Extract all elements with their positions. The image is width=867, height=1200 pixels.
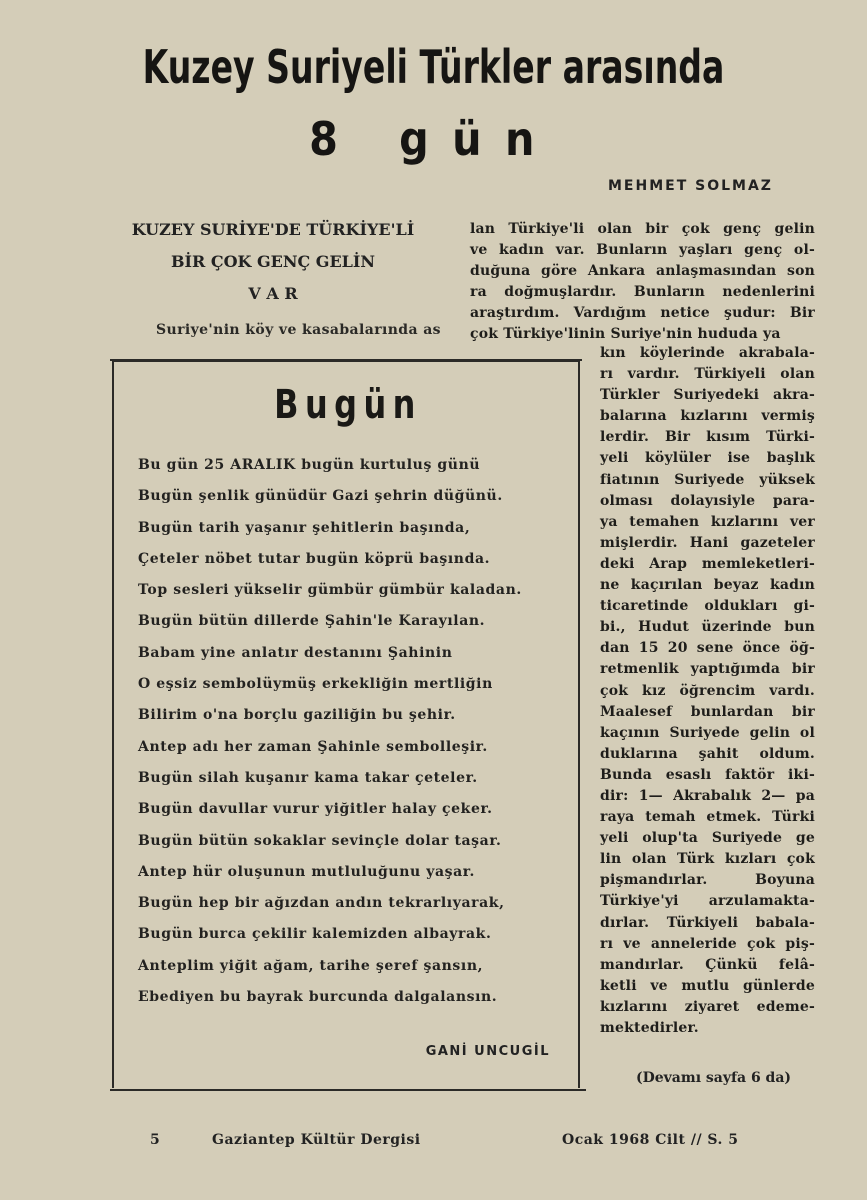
poem-lines: [138, 457, 522, 1020]
article-line: dan 15 20 sene önce öğ-: [600, 640, 815, 657]
poem-line: Bugün burca çekilir kalemizden albayrak.: [138, 926, 492, 943]
poem-line: Bugün hep bir ağızdan andın tekrarlıyarak,: [138, 895, 505, 912]
article-line: dir: 1— Akrabalık 2— pa: [600, 787, 815, 804]
article-line: raya temah etmek. Türki: [600, 809, 815, 826]
poem-line: Bugün şenlik günüdür Gazi şehrin düğünü.: [138, 488, 503, 505]
poem-line: Bugün bütün dillerde Şahin'le Karayılan.: [138, 613, 486, 630]
poem-box: [112, 361, 580, 1088]
section-heading: [118, 214, 428, 310]
article-line: duğuna göre Ankara anlaşmasından son: [470, 263, 815, 280]
article-line: retmenlik yaptığımda bir: [600, 661, 815, 678]
article-line: ticaretinde oldukları gi-: [600, 598, 815, 615]
article-line: mektedirler.: [600, 1020, 699, 1036]
poem-line: Bu gün 25 ARALIK bugün kurtuluş günü: [138, 457, 481, 473]
poem-title: Bugün: [274, 382, 422, 428]
page-number: 5: [150, 1132, 160, 1148]
article-line: ra doğmuşlardır. Bunların nedenlerini: [470, 284, 815, 301]
article-line: balarına kızlarını vermiş: [600, 408, 815, 425]
poem-line: Bilirim o'na borçlu gaziliğin bu şehir.: [138, 707, 456, 724]
article-line: lerdir. Bir kısım Türki-: [600, 429, 815, 446]
article-line: Türkiye'yi arzulamakta-: [600, 893, 815, 910]
article-narrow-column: [600, 343, 815, 1039]
article-line: ne kaçırılan beyaz kadın: [600, 577, 815, 594]
issue-info: Ocak 1968 Cilt // S. 5: [562, 1132, 739, 1148]
article-line: kın köylerinde akrabala-: [600, 345, 815, 361]
article-line: yeli köylüler ise başlık: [600, 450, 815, 467]
poem-line: Babam yine anlatır destanını Şahinin: [138, 644, 453, 661]
article-line: rı vardır. Türkiyeli olan: [600, 366, 815, 383]
article-line: deki Arap memleketleri-: [600, 555, 815, 572]
author-byline: MEHMET SOLMAZ: [608, 178, 773, 194]
article-line: Maalesef bunlardan bir: [600, 703, 815, 720]
horizontal-rule: [110, 1089, 586, 1091]
article-line: lin olan Türk kızları çok: [600, 851, 815, 868]
article-line: rı ve anneleride çok piş-: [600, 935, 815, 952]
poem-line: Bugün bütün sokaklar sevinçle dolar taşar.: [138, 832, 502, 849]
headline-line-1: Kuzey Suriyeli Türkler arasında: [142, 40, 725, 94]
article-line: ya temahen kızlarını ver: [600, 513, 815, 530]
poem-line: Bugün tarih yaşanır şehitlerin başında,: [138, 519, 471, 536]
poem-line: Anteplim yiğit ağam, tarihe şeref şansın,: [138, 957, 484, 974]
article-line: dırlar. Türkiyeli babala-: [600, 914, 815, 931]
poem-line: Ebediyen bu bayrak burcunda dalgalansın.: [138, 989, 498, 1006]
article-line: çok Türkiye'linin Suriye'nin hududa ya: [470, 326, 781, 343]
article-top-column: [470, 219, 815, 346]
article-line: bi., Hudut üzerinde bun: [600, 619, 815, 636]
section-heading-line: KUZEY SURİYE'DE TÜRKİYE'Lİ: [131, 220, 415, 239]
poem-line: Top sesleri yükselir gümbür gümbür kaladan.: [138, 582, 522, 599]
poem-author: GANİ UNCUGİL: [425, 1044, 550, 1059]
article-line: mandırlar. Çünkü felâ-: [600, 956, 815, 973]
article-line: çok kız öğrencim vardı.: [600, 682, 815, 699]
continued-notice: (Devamı sayfa 6 da): [636, 1070, 792, 1086]
section-heading-line: V A R: [248, 284, 298, 303]
magazine-name: Gaziantep Kültür Dergisi: [212, 1132, 421, 1148]
article-line: yeli olup'ta Suriyede ge: [600, 830, 815, 847]
headline-line-2: 8 gün: [309, 112, 558, 166]
article-line: olması dolayısiyle para-: [600, 492, 815, 509]
article-line: ketli ve mutlu günlerde: [600, 977, 815, 994]
article-line: Türkler Suriyedeki akra-: [600, 387, 815, 404]
poem-line: O eşsiz sembolüymüş erkekliğin mertliğin: [138, 676, 493, 693]
article-line: pişmandırlar. Boyuna: [600, 872, 815, 889]
article-line: kızlarını ziyaret edeme-: [600, 998, 815, 1015]
article-line: ve kadın var. Bunların yaşları genç ol-: [470, 242, 815, 259]
article-line: lan Türkiye'li olan bir çok genç gelin: [470, 221, 815, 237]
article-line: araştırdım. Vardığım netice şudur: Bir: [470, 305, 815, 322]
poem-line: Bugün davullar vurur yiğitler halay çeker.: [138, 801, 493, 818]
section-heading-line: BİR ÇOK GENÇ GELİN: [170, 252, 376, 271]
article-line: fiatının Suriyede yüksek: [600, 471, 815, 488]
poem-line: Çeteler nöbet tutar bugün köprü başında.: [138, 550, 491, 567]
poem-line: Antep hür oluşunun mutluluğunu yaşar.: [138, 863, 475, 880]
poem-line: Antep adı her zaman Şahinle sembolleşir.: [138, 738, 488, 755]
article-intro: Suriye'nin köy ve kasabalarında as: [156, 322, 441, 338]
article-line: kaçının Suriyede gelin ol: [600, 724, 815, 741]
article-line: duklarına şahit oldum.: [600, 745, 815, 762]
article-line: Bunda esaslı faktör iki-: [600, 766, 815, 783]
poem-line: Bugün silah kuşanır kama takar çeteler.: [138, 769, 478, 786]
article-line: mişlerdir. Hani gazeteler: [600, 534, 815, 551]
